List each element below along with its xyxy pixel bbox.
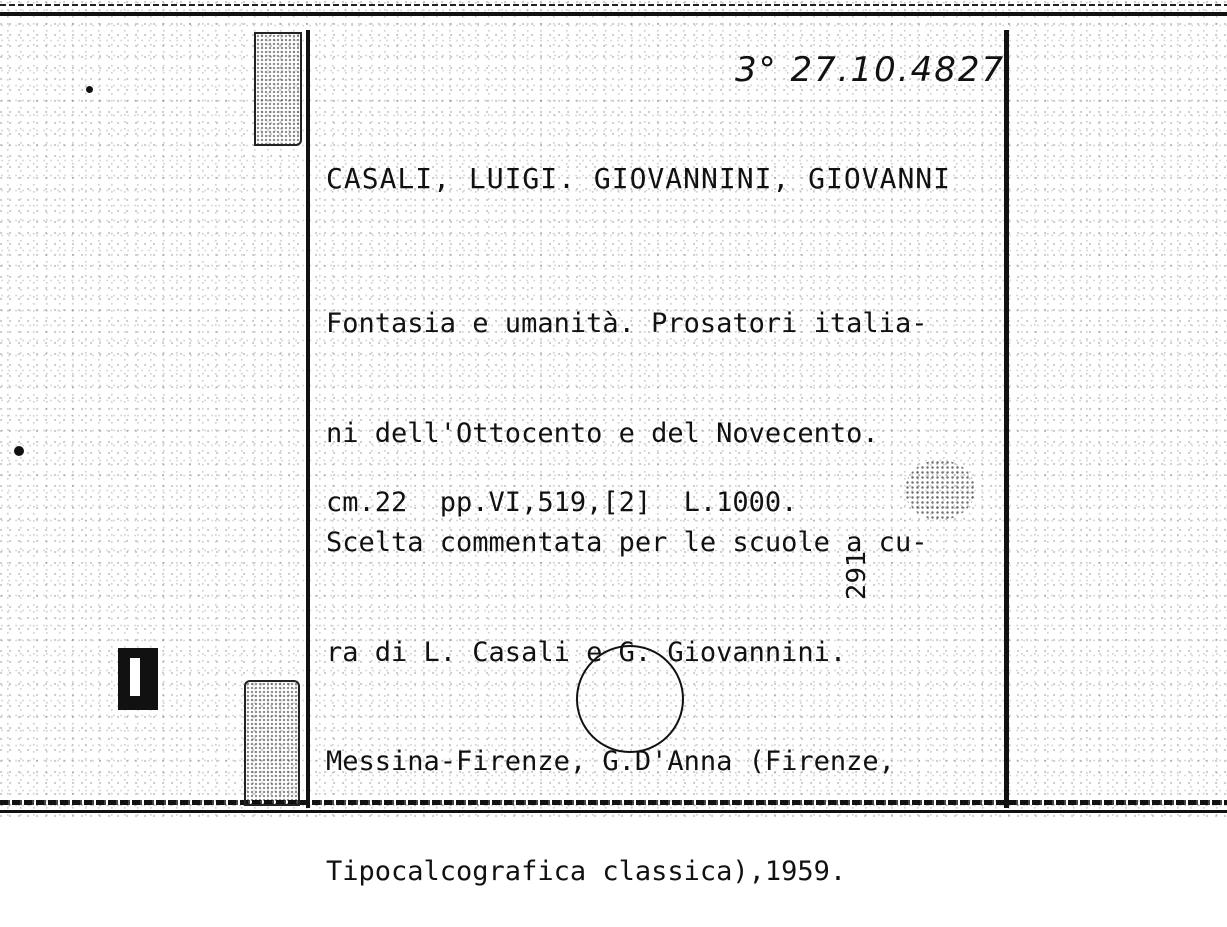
scan-marker-block	[118, 648, 158, 710]
top-border	[0, 12, 1227, 16]
library-stamp-circle	[576, 645, 684, 753]
author-heading: CASALI, LUIGI. GIOVANNINI, GIOVANNI	[326, 162, 952, 195]
top-edge-noise	[0, 4, 1227, 6]
accession-number: 3° 27.10.4827	[735, 50, 1006, 90]
ink-smudge	[905, 460, 975, 520]
catalog-description	[326, 233, 927, 927]
card-tab-top	[254, 32, 302, 146]
ink-spot	[14, 446, 24, 456]
stamp-number: 291	[842, 550, 872, 600]
description-line: ra di L. Casali e G. Giovannini.	[326, 636, 847, 668]
description-line: Messina-Firenze, G.D'Anna (Firenze,	[326, 746, 895, 777]
card-right-edge	[1004, 30, 1009, 808]
description-line: ni dell'Ottocento e del Novecento.	[326, 417, 879, 449]
card-tab-bottom	[244, 680, 300, 806]
ink-spot	[86, 86, 93, 93]
description-line: Scelta commentata per le scuole a cu-	[326, 527, 928, 558]
collation-line: cm.22 pp.VI,519,[2] L.1000.	[326, 487, 798, 518]
description-line: Tipocalcografica classica),1959.	[326, 855, 847, 887]
card-left-edge	[306, 30, 310, 808]
description-line: Fontasia e umanità. Prosatori italia-	[326, 308, 928, 339]
